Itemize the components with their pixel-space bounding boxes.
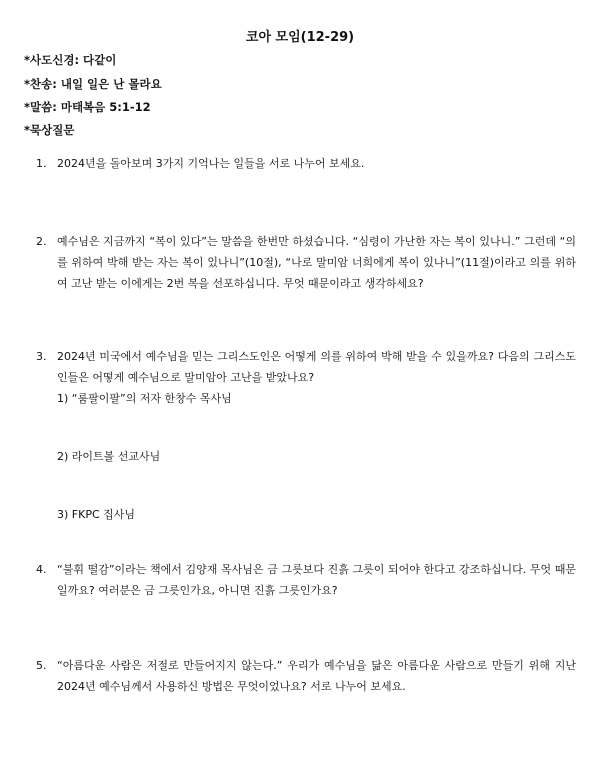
question-number: 5. bbox=[36, 659, 47, 672]
creed-line: *사도신경: 다같이 bbox=[24, 53, 117, 67]
question-2 bbox=[36, 231, 576, 294]
question-text: 2024년을 돌아보며 3가지 기억나는 일들을 서로 나누어 보세요. bbox=[57, 157, 365, 170]
question-text: “아름다운 사람은 저절로 만들어지지 않는다.” 우리가 예수님을 닮은 아름다운 사람으로 만들기 위해 지난 2024년 예수님께서 사용하신 방법은 무엇이었나요? 서로 나누어 보세요. bbox=[57, 659, 576, 693]
hymn-line: *찬송: 내일 일은 난 몰라요 bbox=[24, 77, 162, 91]
q3-item-2: 2) 라이트볼 선교사님 bbox=[57, 450, 161, 463]
question-4 bbox=[36, 559, 576, 601]
meditation-heading: *묵상질문 bbox=[24, 123, 75, 137]
question-5 bbox=[36, 655, 576, 697]
question-text: “불휘 떨감”이라는 책에서 김양재 목사님은 금 그릇보다 진흙 그릇이 되어야 한다고 강조하십니다. 무엇 때문일까요? 여러분은 금 그릇인가요, 아니면 진흙 그릇인가요? bbox=[57, 563, 576, 597]
question-text: 2024년 미국에서 예수님을 믿는 그리스도인은 어떻게 의를 위하여 박해 받을 수 있을까요? 다음의 그리스도인들은 어떻게 예수님으로 말미암아 고난을 받았나요? bbox=[57, 350, 576, 384]
scripture-line: *말씀: 마태복음 5:1-12 bbox=[24, 100, 151, 114]
page-title: 코아 모임(12-29) bbox=[245, 30, 355, 45]
question-text: 예수님은 지금까지 “복이 있다”는 말씀을 한번만 하셨습니다. “심령이 가난한 자는 복이 있나니.” 그런데 “의를 위하여 박해 받는 자는 복이 있나니”(10절), “나로 말미암 너희에게 복이 있나니”(11절)이라고 의를 위하여 고난 받는 이에게는 2번 복을 선포하십니다. 무엇 때문이라고 생각하세요? bbox=[57, 235, 576, 290]
question-number: 4. bbox=[36, 563, 47, 576]
question-number: 2. bbox=[36, 235, 47, 248]
question-3 bbox=[36, 346, 576, 388]
q3-item-1: 1) “룸팔이팔”의 저자 한창수 목사님 bbox=[57, 392, 232, 405]
question-number: 3. bbox=[36, 350, 47, 363]
question-number: 1. bbox=[36, 157, 47, 170]
q3-item-3: 3) FKPC 집사님 bbox=[57, 508, 136, 521]
question-1 bbox=[36, 153, 576, 174]
